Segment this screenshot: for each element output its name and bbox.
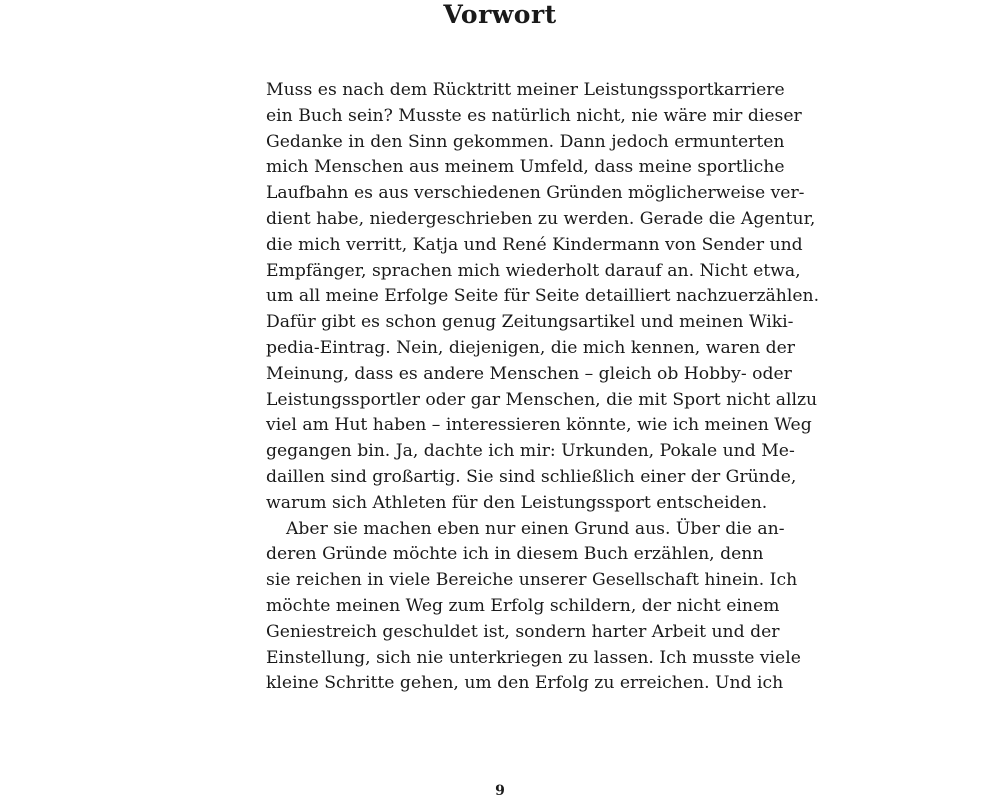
text-line: Einstellung, sich nie unterkriegen zu lassen. Ich musste viele (266, 647, 801, 668)
text-line: warum sich Athleten für den Leistungssport entscheiden. (266, 492, 768, 513)
text-line: daillen sind großartig. Sie sind schließlich einer der Gründe, (266, 466, 797, 487)
text-line: Geniestreich geschuldet ist, sondern harter Arbeit und der (266, 621, 780, 642)
text-line: Laufbahn es aus verschiedenen Gründen möglicherweise ver- (266, 183, 805, 204)
text-line: Leistungssportler oder gar Menschen, die mit Sport nicht allzu (266, 389, 818, 410)
page-title: Vorwort (443, 0, 557, 29)
foreword-text (266, 78, 820, 697)
text-line: viel am Hut haben – interessieren könnte, wie ich meinen Weg (266, 415, 812, 436)
text-line: pedia-Eintrag. Nein, diejenigen, die mich kennen, waren der (266, 337, 796, 358)
text-line: um all meine Erfolge Seite für Seite detailliert nachzuerzählen. (266, 286, 820, 307)
text-line: Gedanke in den Sinn gekommen. Dann jedoch ermunterten (266, 131, 785, 152)
page-number: 9 (495, 783, 505, 799)
text-line: Dafür gibt es schon genug Zeitungsartikel und meinen Wiki- (266, 312, 794, 333)
text-line: ein Buch sein? Musste es natürlich nicht, nie wäre mir dieser (266, 105, 802, 126)
text-line: Meinung, dass es andere Menschen – gleich ob Hobby- oder (266, 363, 792, 384)
text-line: deren Gründe möchte ich in diesem Buch erzählen, denn (266, 544, 764, 565)
text-line: Muss es nach dem Rücktritt meiner Leistungssportkarriere (266, 80, 785, 100)
text-line: sie reichen in viele Bereiche unserer Gesellschaft hinein. Ich (266, 570, 798, 591)
text-line: mich Menschen aus meinem Umfeld, dass meine sportliche (266, 157, 785, 178)
text-line: möchte meinen Weg zum Erfolg schildern, der nicht einem (266, 595, 780, 616)
text-line: Aber sie machen eben nur einen Grund aus. Über die an- (286, 518, 785, 539)
text-line: kleine Schritte gehen, um den Erfolg zu erreichen. Und ich (266, 673, 784, 694)
text-line: die mich verritt, Katja und René Kindermann von Sender und (266, 234, 803, 255)
text-line: gegangen bin. Ja, dachte ich mir: Urkunden, Pokale und Me- (266, 441, 795, 462)
text-line: Empfänger, sprachen mich wiederholt darauf an. Nicht etwa, (266, 260, 801, 281)
text-line: dient habe, niedergeschrieben zu werden. Gerade die Agentur, (266, 208, 816, 229)
